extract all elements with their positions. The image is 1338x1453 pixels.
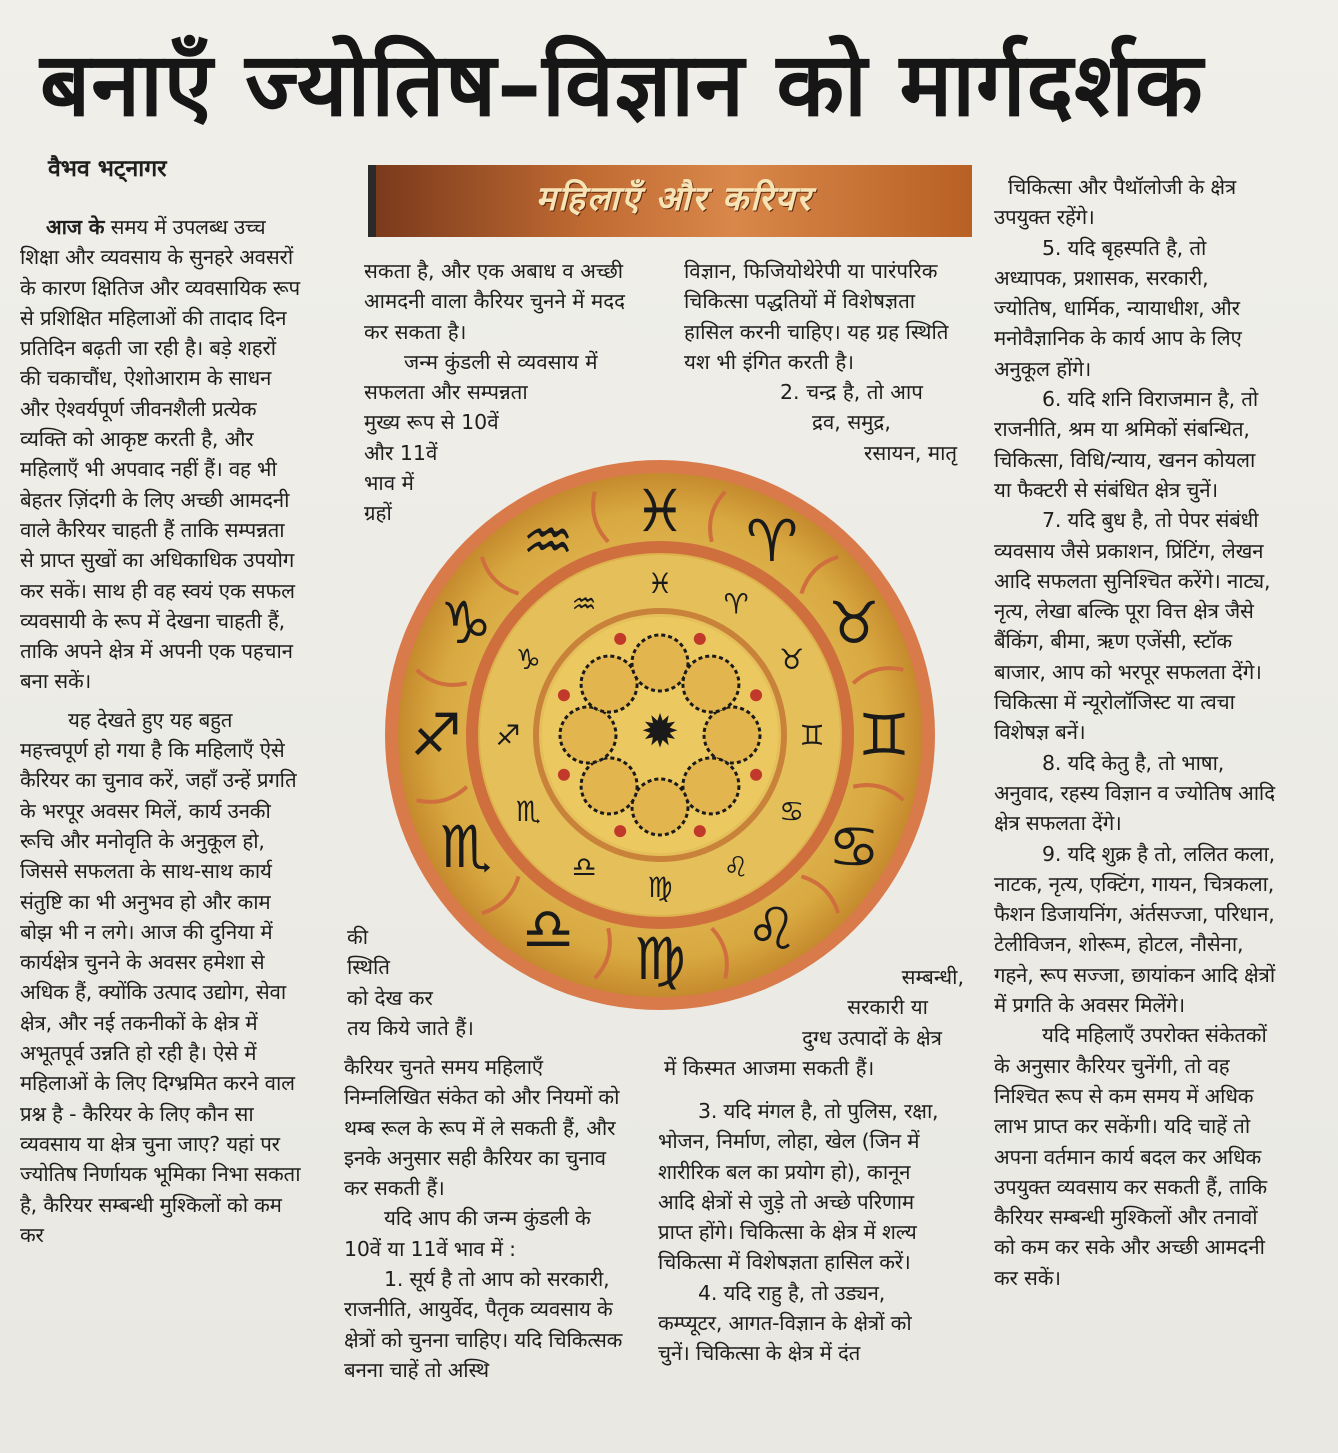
section-banner bbox=[368, 165, 972, 237]
paragraph: 6. यदि शनि विराजमान है, तो राजनीति, श्रम या श्रमिकों संबन्धित, चिकित्सा, विधि/न्याय, खनन कोयला या फैक्टरी से संबंधित क्षेत्र चुनें। bbox=[994, 387, 1259, 502]
flower-dot bbox=[750, 689, 762, 701]
zodiac-glyph-icon: ♐ bbox=[495, 719, 521, 752]
column-3-top bbox=[684, 256, 970, 468]
byline: वैभव भट्नागर bbox=[48, 156, 167, 182]
zodiac-glyph-icon: ♎ bbox=[571, 850, 597, 884]
zodiac-wheel bbox=[380, 455, 940, 1015]
paragraph: यदि महिलाएँ उपरोक्त संकेतकों के अनुसार कैरियर चुनेंगी, तो वह निश्चित रूप से कम समय में अधिक लाभ प्राप्त कर सकेंगी। यदि चाहें तो अपना वर्तमान कार्य बदल कर अधिक उपयुक्त व्यवसाय कर सकती हैं, ताकि कैरियर सम्बन्धी मुश्किलों और तनावों को कम कर सके और अच्छी आमदनी कर सकें। bbox=[994, 1023, 1267, 1290]
paragraph: 4. यदि राहु है, तो उड्यन, कम्प्यूटर, आगत-विज्ञान के क्षेत्रों को चुनें। चिकित्सा के क्षेत्र में दंत bbox=[658, 1280, 912, 1366]
zodiac-figure-icon: ♐ bbox=[410, 701, 462, 769]
paragraph: 5. यदि बृहस्पति है, तो अध्यापक, प्रशासक, सरकारी, ज्योतिष, धार्मिक, न्यायाधीश, और मनोवैज्ञानिक के कार्य आप के लिए अनुकूल होंगे। bbox=[994, 235, 1242, 381]
text-line: जन्म कुंडली से व्यवसाय में bbox=[404, 349, 598, 374]
flower-dot bbox=[558, 689, 570, 701]
zodiac-figure-icon: ♌ bbox=[746, 894, 798, 963]
zodiac-figure-icon: ♈ bbox=[746, 507, 798, 576]
flower-petal bbox=[683, 656, 739, 712]
text-line: स्थिति bbox=[347, 955, 390, 980]
column-3-bottom bbox=[658, 1096, 942, 1369]
zodiac-figure-icon: ♊ bbox=[858, 701, 910, 769]
paragraph: यदि आप की जन्म कुंडली के 10वें या 11वें भाव में : bbox=[344, 1206, 591, 1261]
text-line: तय किये जाते हैं। bbox=[347, 1015, 474, 1040]
column-2-bottom bbox=[344, 1052, 628, 1385]
text-line: को देख कर bbox=[347, 985, 433, 1010]
flower-petal bbox=[581, 656, 637, 712]
text-line: दुग्ध उत्पादों के क्षेत्र bbox=[802, 1025, 942, 1050]
paragraph: 9. यदि शुक्र है तो, ललित कला, नाटक, नृत्य, एक्टिंग, गायन, चित्रकला, फैशन डिजायनिंग, अंर्तसज्जा, परिधान, टेलीविजन, शोरूम, होटल, नौसेना, गहने, रूप सज्जा, छायांकन आदि क्षेत्रों में प्रगति के अवसर मिलेंगे। bbox=[994, 841, 1275, 1018]
text-line: सफलता और सम्पन्नता bbox=[364, 380, 528, 405]
zodiac-figure-icon: ♓ bbox=[634, 477, 686, 545]
text-line: ग्रहों bbox=[364, 501, 392, 526]
text-line: में किस्मत आजमा सकती हैं। bbox=[664, 1055, 875, 1080]
zodiac-figure-icon: ♎ bbox=[522, 894, 574, 963]
text-line: सम्बन्धी, bbox=[901, 965, 964, 989]
paragraph: सकता है, और एक अबाध व अच्छी आमदनी वाला कैरियर चुनने में मदद कर सकता है। bbox=[364, 259, 626, 344]
flower-dot bbox=[694, 825, 706, 837]
flower-petal bbox=[704, 707, 760, 763]
text-line: की bbox=[347, 925, 369, 949]
flower-dot bbox=[694, 633, 706, 645]
zodiac-glyph-icon: ♒ bbox=[571, 587, 597, 621]
zodiac-glyph-icon: ♊ bbox=[799, 719, 825, 752]
column-1 bbox=[20, 212, 302, 1250]
paragraph bbox=[20, 212, 302, 697]
zodiac-glyph-icon: ♌ bbox=[723, 850, 749, 884]
zodiac-glyph-icon: ♑ bbox=[515, 643, 541, 676]
zodiac-figure-icon: ♉ bbox=[827, 589, 880, 657]
text-line: रसायन, मातृ bbox=[864, 440, 958, 465]
flower-dot bbox=[558, 769, 570, 781]
text-line: सरकारी या bbox=[847, 995, 928, 1020]
paragraph: 8. यदि केतु है, तो भाषा, अनुवाद, रहस्य विज्ञान व ज्योतिष आदि क्षेत्र सफलता देंगे। bbox=[994, 750, 1275, 836]
flower-petal bbox=[683, 758, 739, 814]
column-4 bbox=[994, 172, 1278, 1293]
paragraph: 3. यदि मंगल है, तो पुलिस, रक्षा, भोजन, निर्माण, लोहा, खेल (जिन में शारीरिक बल का प्रयोग हो), कानून आदि क्षेत्रों से जुड़े तो अच्छे परिणाम प्राप्त होंगे। चिकित्सा के क्षेत्र में शल्य चिकित्सा में विशेषज्ञता हासिल करें। bbox=[658, 1099, 939, 1275]
flower-petal bbox=[632, 635, 688, 691]
flower-dot bbox=[614, 633, 626, 645]
zodiac-figure-icon: ♑ bbox=[440, 589, 493, 657]
zodiac-glyph-icon: ♓ bbox=[647, 567, 673, 600]
sun-icon: ✹ bbox=[640, 704, 680, 758]
paragraph: कैरियर चुनते समय महिलाएँ निम्नलिखित संकेत को और नियमों को थम्ब रूल के रूप में ले सकती हैं, और इनके अनुसार सही कैरियर का चुनाव कर सकती हैं। bbox=[344, 1055, 620, 1201]
lead-words: आज के bbox=[46, 215, 105, 239]
zodiac-glyph-icon: ♍ bbox=[647, 871, 673, 904]
flower-petal bbox=[632, 779, 688, 835]
flower-petal bbox=[560, 707, 616, 763]
section-banner-title: महिलाएँ और करियर bbox=[535, 179, 813, 219]
zodiac-glyph-icon: ♏ bbox=[515, 795, 541, 828]
text-line: 2. चन्द्र है, तो आप bbox=[780, 380, 923, 405]
paragraph: चिकित्सा और पैथॉलोजी के क्षेत्र उपयुक्त रहेंगे। bbox=[994, 175, 1236, 230]
headline: बनाएँ ज्योतिष–विज्ञान को मार्गदर्शक bbox=[40, 33, 1204, 136]
zodiac-glyph-icon: ♉ bbox=[779, 643, 805, 676]
zodiac-figure-icon: ♏ bbox=[440, 813, 493, 881]
paragraph: विज्ञान, फिजियोथेरेपी या पारंपरिक चिकित्सा पद्धतियों में विशेषज्ञता हासिल करनी चाहिए। यह ग्रह स्थिति यश भी इंगित करती है। bbox=[684, 259, 949, 374]
flower-petal bbox=[581, 758, 637, 814]
text-line: और 11वें bbox=[364, 440, 438, 465]
text-line: भाव में bbox=[364, 471, 414, 496]
paragraph: 7. यदि बुध है, तो पेपर संबंधी व्यवसाय जैसे प्रकाशन, प्रिंटिंग, लेखन आदि सफलता सुनिश्चित करेंगे। नाट्य, नृत्य, लेखा बल्कि पूरा वित्त क्षेत्र जैसे बैंकिंग, बीमा, ऋण एजेंसी, स्टॉक बाजार, आप को भरपूर सफलता देंगे। चिकित्सा में न्यूरोलॉजिस्ट या त्वचा विशेषज्ञ बनें। bbox=[994, 508, 1271, 745]
flower-dot bbox=[614, 825, 626, 837]
paragraph: 1. सूर्य है तो आप को सरकारी, राजनीति, आयुर्वेद, पैतृक व्यवसाय के क्षेत्रों को चुनना चाहिए। यदि चिकित्सक बनना चाहें तो अस्थि bbox=[344, 1267, 623, 1382]
text-line: मुख्य रूप से 10वें bbox=[364, 410, 499, 435]
zodiac-glyph-icon: ♋ bbox=[779, 795, 805, 828]
flower-dot bbox=[750, 769, 762, 781]
zodiac-figure-icon: ♋ bbox=[827, 813, 880, 881]
zodiac-figure-icon: ♒ bbox=[522, 507, 574, 576]
text-line: द्रव, समुद्र, bbox=[812, 410, 891, 435]
paragraph-text: समय में उपलब्ध उच्च शिक्षा और व्यवसाय के सुनहरे अवसरों के कारण क्षितिज और व्यवसायिक रूप से प्रशिक्षित महिलाओं की तादाद दिन प्रतिदिन बढ़ती जा रही है। बड़े शहरों की चकाचौंध, ऐशोआराम के साधन और ऐश्वर्यपूर्ण जीवनशैली प्रत्येक व्यक्ति को आकृष्ट करती है, और महिलाएँ भी अपवाद नहीं हैं। वह भी बेहतर ज़िंदगी के लिए अच्छी आमदनी वाले कैरियर चाहती हैं ताकि सम्पन्नता से प्राप्त सुखों का अधिकाधिक उपयोग कर सकें। साथ ही वह स्वयं एक सफल व्यवसायी के रूप में देखना चाहती हैं, ताकि अपने क्षेत्र में अपनी एक पहचान बना सकें। bbox=[20, 215, 300, 694]
zodiac-glyph-icon: ♈ bbox=[723, 587, 749, 621]
zodiac-figure-icon: ♍ bbox=[634, 925, 686, 993]
paragraph: यह देखते हुए यह बहुत महत्त्वपूर्ण हो गया है कि महिलाएँ ऐसे कैरियर का चुनाव करें, जहाँ उन्हें प्रगति के भरपूर अवसर मिलें, कार्य उनकी रूचि और मनोवृति के अनुकूल हो, जिससे सफलता के साथ-साथ कार्य संतुष्टि का भी अनुभव हो और काम बोझ भी न लगे। आज की दुनिया में कार्यक्षेत्र चुनने के अवसर हमेशा से अधिक हैं, क्योंकि उत्पाद उद्योग, सेवा क्षेत्र, और नई तकनीकों के क्षेत्र में अभूतपूर्व उन्नति हो रही है। ऐसे में महिलाओं के लिए दिग्भ्रमित करने वाल प्रश्न है - कैरियर के लिए कौन सा व्यवसाय या क्षेत्र चुना जाए? यहां पर ज्योतिष निर्णायक भूमिका निभा सकता है, कैरियर सम्बन्धी मुश्किलों को कम कर bbox=[20, 707, 301, 1247]
